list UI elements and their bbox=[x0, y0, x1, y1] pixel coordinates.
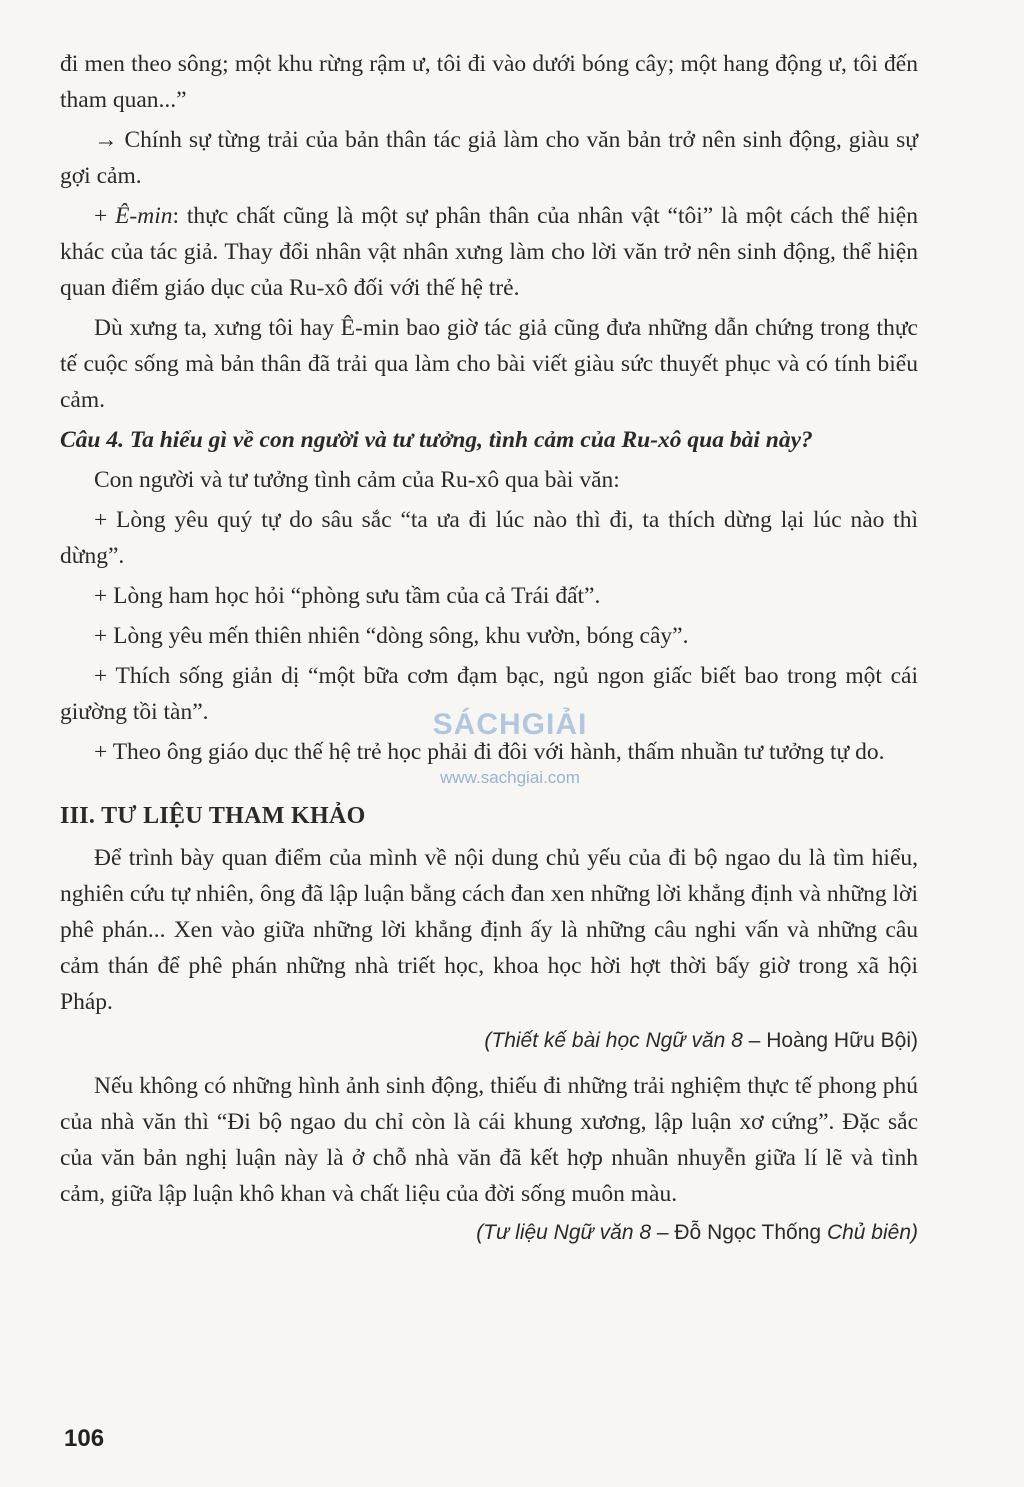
emin-text: : thực chất cũng là một sự phân thân của nhân vật “tôi” là một cách thể hiện khác của tác giả. Thay đổi nhân vật nhân xưng làm cho lời văn trở nên sinh động, thể hiện quan điểm giáo dục của Ru-xô đối với thế hệ trẻ. bbox=[60, 203, 918, 301]
citation-2-author: – Đỗ Ngọc Thống bbox=[651, 1221, 827, 1244]
citation-2-role: Chủ biên) bbox=[826, 1221, 918, 1244]
citation-1-title: (Thiết kế bài học Ngữ văn 8 bbox=[484, 1029, 743, 1052]
emin-term: Ê-min bbox=[115, 203, 173, 229]
list-item-simple-life: + Thích sống giản dị “một bữa cơm đạm bạc, ngủ ngon giấc biết bao trong một cái giường tồi tàn”. bbox=[60, 663, 918, 725]
page-number: 106 bbox=[64, 1425, 105, 1452]
citation-1 bbox=[60, 1024, 918, 1058]
reference-paragraph-1: Để trình bày quan điểm của mình về nội dung chủ yếu của đi bộ ngao du là tìm hiểu, nghiên cứu tự nhiên, ông đã lập luận bằng cách đan xen những lời khẳng định và những lời phê phán... Xen vào giữa những lời khẳng định ấy là những câu nghi vấn và những câu cảm thán để phê phán những nhà triết học, khoa học hời hợt thời bấy giờ trong xã hội Pháp. bbox=[60, 845, 918, 1015]
citation-2-title: (Tư liệu Ngữ văn 8 bbox=[476, 1221, 652, 1244]
page-body bbox=[60, 46, 918, 1260]
watermark-logo: SÁCHGIẢI bbox=[432, 708, 588, 741]
paragraph-emin bbox=[60, 198, 918, 306]
list-item-nature: + Lòng yêu mến thiên nhiên “dòng sông, khu vườn, bóng cây”. bbox=[94, 623, 689, 649]
emin-prefix: + bbox=[94, 203, 116, 229]
list-item-education: + Theo ông giáo dục thế hệ trẻ học phải đi đôi với hành, thấm nhuần tư tưởng tự do. bbox=[94, 739, 885, 765]
paragraph-summary: Dù xưng ta, xưng tôi hay Ê-min bao giờ tác giả cũng đưa những dẫn chứng trong thực tế cuộc sống mà bản thân đã trải qua làm cho bài viết giàu sức thuyết phục và có tính biểu cảm. bbox=[60, 315, 918, 413]
section-heading: III. TƯ LIỆU THAM KHẢO bbox=[60, 803, 366, 829]
paragraph-continuation: đi men theo sông; một khu rừng rậm ư, tôi đi vào dưới bóng cây; một hang động ư, tôi đến tham quan...” bbox=[60, 51, 918, 113]
list-item-freedom: + Lòng yêu quý tự do sâu sắc “ta ưa đi lúc nào thì đi, ta thích dừng lại lúc nào thì dừng”. bbox=[60, 507, 918, 569]
citation-1-author: – Hoàng Hữu Bội) bbox=[742, 1029, 918, 1052]
citation-2 bbox=[60, 1216, 918, 1250]
paragraph-conclusion: → Chính sự từng trải của bản thân tác giả làm cho văn bản trở nên sinh động, giàu sự gợi cảm. bbox=[60, 127, 918, 189]
paragraph-intro: Con người và tư tưởng tình cảm của Ru-xô qua bài văn: bbox=[94, 467, 620, 493]
reference-paragraph-2: Nếu không có những hình ảnh sinh động, thiếu đi những trải nghiệm thực tế phong phú của nhà văn thì “Đi bộ ngao du chỉ còn là cái khung xương, lập luận xơ cứng”. Đặc sắc của văn bản nghị luận này là ở chỗ nhà văn đã kết hợp nhuần nhuyễn giữa lí lẽ và tình cảm, giữa lập luận khô khan và chất liệu của đời sống muôn màu. bbox=[60, 1073, 918, 1207]
watermark-url: www.sachgiai.com bbox=[440, 768, 580, 787]
list-item-learning: + Lòng ham học hỏi “phòng sưu tầm của cả Trái đất”. bbox=[94, 583, 601, 609]
question-4: Câu 4. Ta hiểu gì về con người và tư tưởng, tình cảm của Ru-xô qua bài này? bbox=[60, 427, 813, 453]
